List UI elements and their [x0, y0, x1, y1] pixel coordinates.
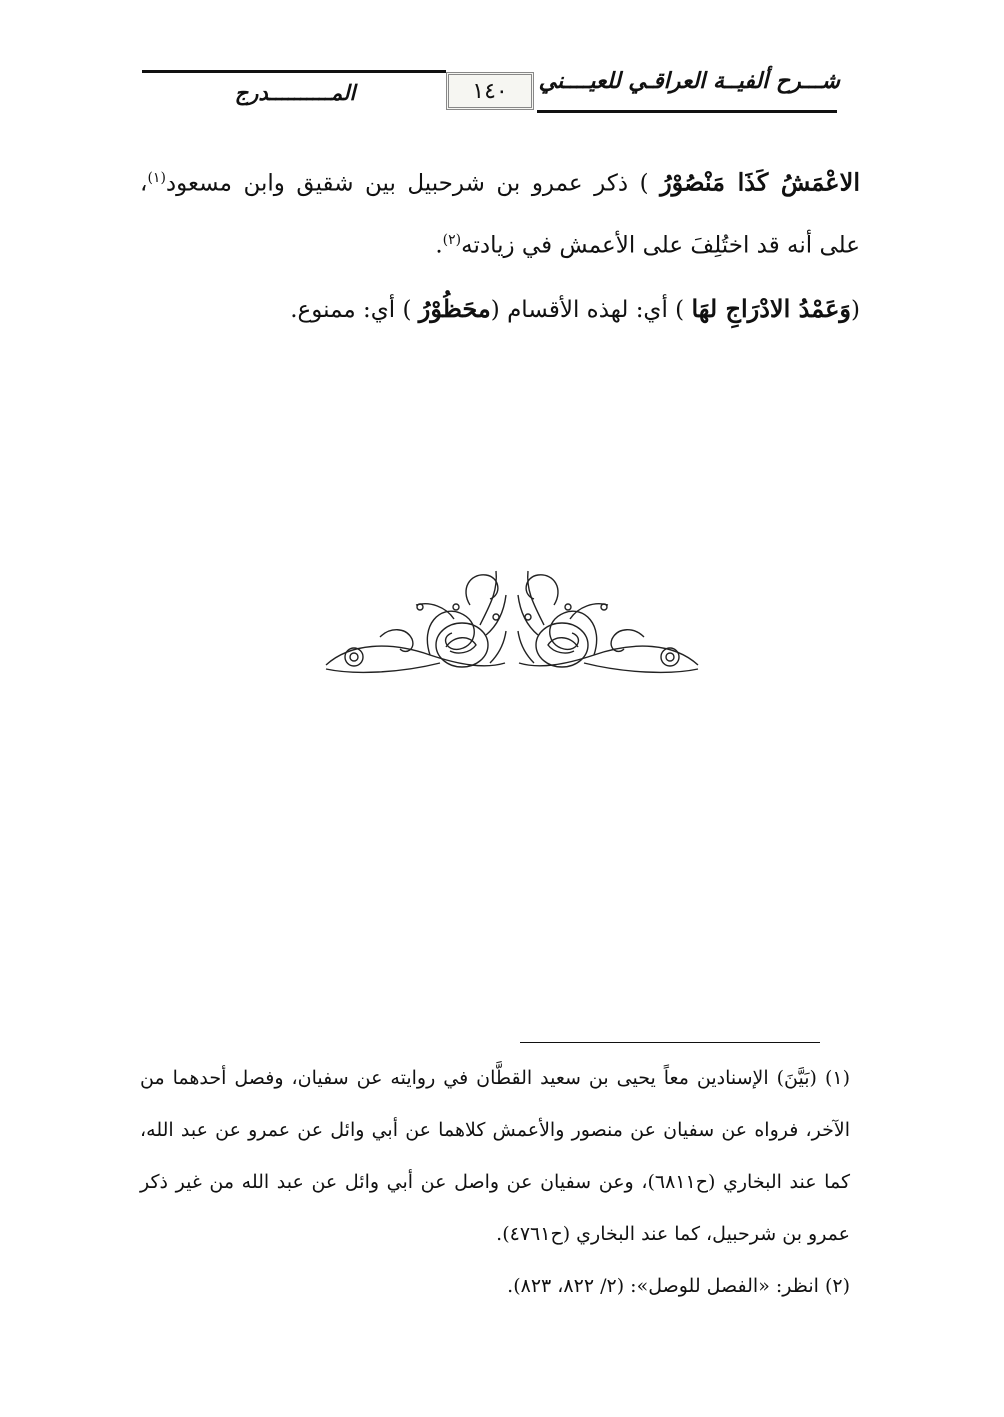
verse-term: محَظُوْرُ: [418, 294, 491, 324]
paragraph-2-text: ) أي: لهذه الأقسام (: [490, 297, 692, 324]
header-chapter-title: المــــــــــدرج: [234, 80, 356, 105]
verse-term: وَعَمْدُ الادْرَاجِ لهَا: [691, 294, 852, 324]
footnote-ref-1[interactable]: (١): [147, 170, 166, 186]
paragraph-2-open: (: [851, 297, 860, 324]
paragraph-1: [140, 150, 860, 273]
paragraph-2: [140, 281, 860, 338]
header-rule-left: [142, 70, 446, 73]
decorative-ornament: [320, 565, 704, 685]
footnote-ref-2[interactable]: (٢): [442, 231, 462, 248]
paragraph-1-text: ) ذكر عمرو بن شرحبيل بين شقيق وابن مسعود: [165, 170, 661, 197]
paragraph-2-text-2: ) أي: ممنوع.: [290, 297, 419, 324]
paragraph-1-text-2: ، على أنه قد اختُلِفَ على الأعمش في زيادته: [140, 170, 860, 259]
page-number: ١٤٠: [472, 78, 508, 104]
footnote-separator: [520, 1042, 820, 1043]
paragraph-1-end: .: [435, 232, 443, 259]
main-text: [140, 150, 860, 338]
header-rule-right: [537, 110, 837, 113]
footnotes: [140, 1052, 850, 1312]
page-number-box: [446, 72, 534, 110]
footnote-2: (٢) انظر: «الفصل للوصل»: (٢/ ٨٢٢، ٨٢٣).: [507, 1275, 850, 1297]
footnote-1: (١) (بَيَّنَ) الإسنادين معاً يحيى بن سعيد القطَّان في روايته عن سفيان، وفصل أحدهما من الآخر، فرواه عن سفيان عن منصور والأعمش كلاهما عن أبي وائل عن عمرو عن عبد الله، كما عند البخاري (ح٦٨١١)، وعن سفيان عن واصل عن أبي وائل عن عبد الله من غير ذكر عمرو بن شرحبيل، كما عند البخاري (ح٤٧٦١).: [140, 1067, 851, 1245]
verse-term: الاعْمَشُ كَذَا مَنْصُوْرُ: [660, 167, 860, 197]
header-book-title: شـــرح ألفيــة العراقـي للعيــــني: [538, 68, 840, 94]
